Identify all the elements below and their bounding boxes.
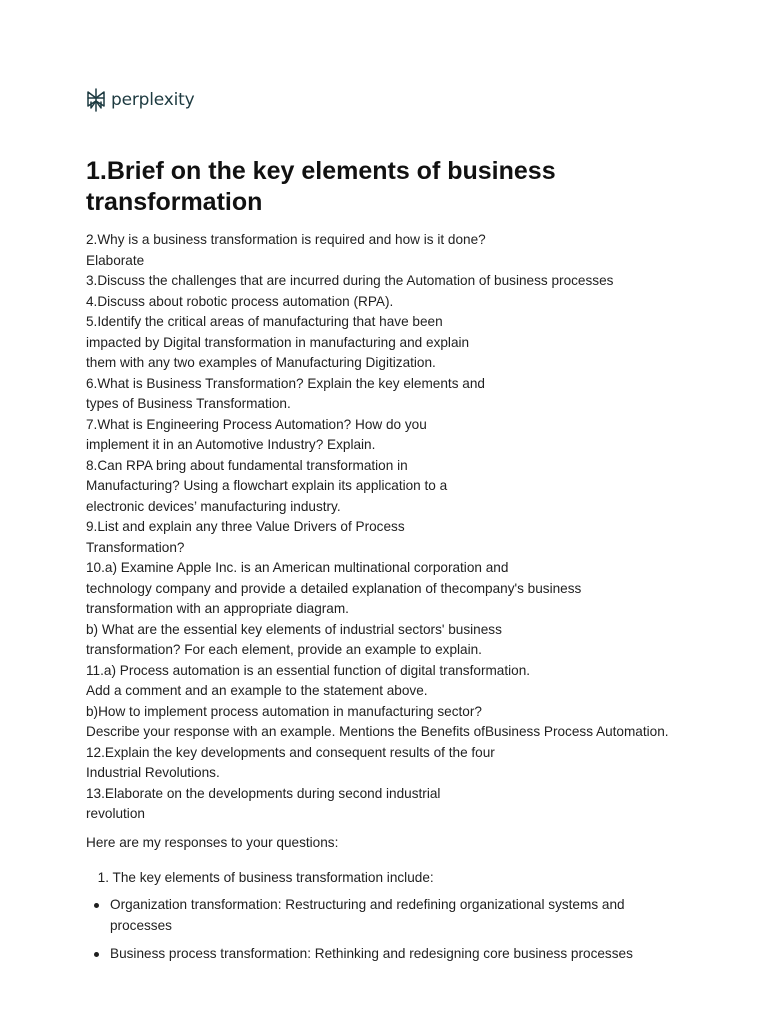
question-line: 7.What is Engineering Process Automation? How do you [86, 416, 427, 432]
question-line: types of Business Transformation. [86, 396, 291, 411]
page-title: 1.Brief on the key elements of business transformation [86, 157, 556, 216]
question-line: 3.Discuss the challenges that are incurred during the Automation of business processes [86, 273, 614, 288]
brand-logo [86, 88, 194, 112]
numbered-item [86, 868, 434, 888]
question-line: Add a comment and an example to the statement above. [86, 683, 428, 698]
question-line: 13.Elaborate on the developments during second industrial [86, 785, 441, 801]
bullet-text: Business process transformation: Rethinking and redesigning core business processes [110, 946, 633, 961]
question-line: 12.Explain the key developments and consequent results of the four [86, 744, 495, 760]
question-line: 6.What is Business Transformation? Explain the key elements and [86, 375, 485, 391]
question-line: Elaborate [86, 252, 145, 268]
item-text: The key elements of business transformation include: [112, 870, 434, 885]
question-line: 10.a) Examine Apple Inc. is an American multinational corporation and [86, 560, 509, 575]
question-line: Transformation? [86, 539, 185, 555]
question-line: impacted by Digital transformation in manufacturing and explain [86, 334, 470, 350]
question-line: revolution [86, 806, 145, 821]
question-line: Manufacturing? Using a flowchart explain its application to a [86, 478, 448, 493]
question-line: b)How to implement process automation in manufacturing sector? [86, 703, 482, 719]
bullet-item [86, 943, 666, 964]
brand-name: perplexity [111, 90, 195, 110]
question-line: technology company and provide a detailed explanation of thecompany's business [86, 580, 582, 596]
question-line: Industrial Revolutions. [86, 765, 220, 780]
bullet-dot-icon [94, 903, 99, 908]
bullet-list [86, 894, 666, 971]
question-line: transformation with an appropriate diagram. [86, 601, 349, 616]
bullet-dot-icon [94, 952, 99, 957]
question-line: 4.Discuss about robotic process automation (RPA). [86, 293, 394, 309]
question-line: 2.Why is a business transformation is required and how is it done? [86, 232, 486, 247]
response-intro: Here are my responses to your questions: [86, 835, 339, 850]
item-number: 1. [97, 870, 109, 885]
perplexity-logo-icon [86, 88, 106, 112]
question-line: 9.List and explain any three Value Drivers of Process [86, 519, 405, 534]
question-line: 5.Identify the critical areas of manufacturing that have been [86, 314, 443, 329]
bullet-item [86, 894, 666, 936]
question-line: transformation? For each element, provide an example to explain. [86, 642, 482, 657]
question-line: 11.a) Process automation is an essential function of digital transformation. [86, 662, 531, 678]
question-line: implement it in an Automotive Industry? Explain. [86, 437, 376, 452]
question-line: electronic devices’ manufacturing industry. [86, 498, 341, 514]
question-line: Describe your response with an example. Mentions the Benefits ofBusiness Process Automation. [86, 724, 669, 739]
numbered-list [86, 868, 434, 888]
question-list [86, 230, 706, 825]
question-line: them with any two examples of Manufacturing Digitization. [86, 355, 436, 370]
bullet-text: Organization transformation: Restructuring and redefining organizational systems and processes [110, 897, 625, 933]
question-line: 8.Can RPA bring about fundamental transformation in [86, 457, 408, 473]
question-line: b) What are the essential key elements of industrial sectors' business [86, 621, 502, 637]
